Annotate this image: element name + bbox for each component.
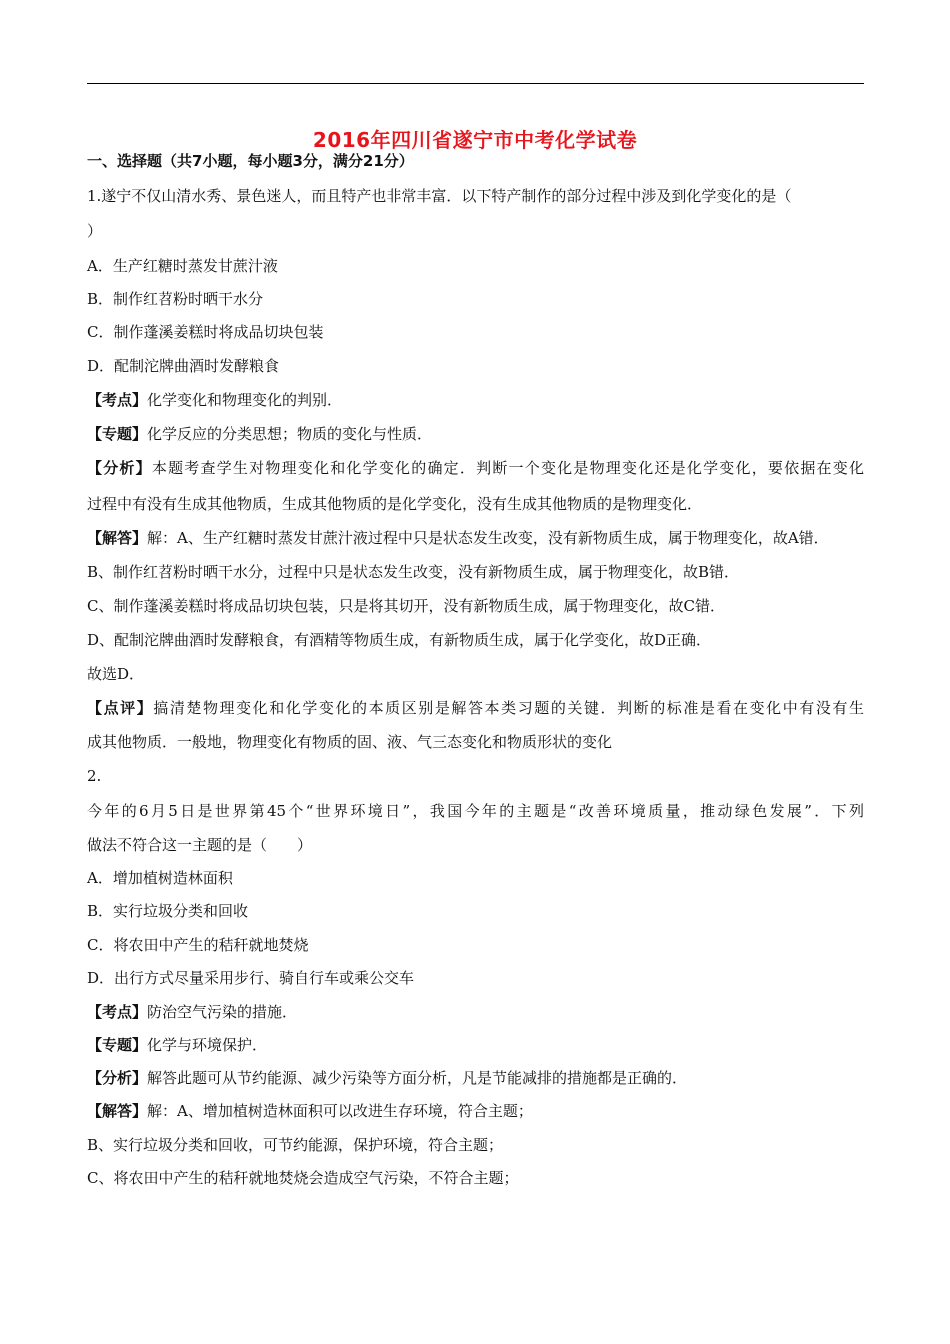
q2-jieda-line2: B、实行垃圾分类和回收，可节约能源，保护环境，符合主题； xyxy=(87,1136,504,1154)
q1-option-b: B．制作红苕粉时晒干水分 xyxy=(87,290,264,308)
q2-option-a: A．增加植树造林面积 xyxy=(87,869,233,887)
q1-jieda-line4: D、配制沱牌曲酒时发酵粮食，有酒精等物质生成，有新物质生成，属于化学变化，故D正确． xyxy=(87,631,712,649)
q1-jieda-line3: C、制作蓬溪姜糕时将成品切块包装，只是将其切开，没有新物质生成，属于物理变化，故C错． xyxy=(87,597,725,615)
q1-jieda-line5: 故选D． xyxy=(87,665,145,683)
q2-zhuanti xyxy=(87,1034,267,1055)
q2-option-d: D．出行方式尽量采用步行、骑自行车或乘公交车 xyxy=(87,969,415,987)
q1-stem-line1: 1.遂宁不仅山清水秀、景色迷人，而且特产也非常丰富．以下特产制作的部分过程中涉及到化学变化的是（ xyxy=(87,187,792,205)
q1-option-c: C．制作蓬溪姜糕时将成品切块包装 xyxy=(87,323,324,341)
jieda-tag: 【解答】 xyxy=(87,529,148,547)
fenxi-tag: 【分析】 xyxy=(87,459,152,477)
q1-stem-line2: ） xyxy=(87,222,103,240)
kaodian-text: 化学变化和物理变化的判别． xyxy=(147,391,343,409)
q1-zhuanti xyxy=(87,423,432,444)
jieda-text: 解：A、生产红糖时蒸发甘蔗汁液过程中只是状态发生改变，没有新物质生成，属于物理变化，故A错． xyxy=(147,529,829,547)
q2-number: 2. xyxy=(87,767,102,785)
fenxi-tag: 【分析】 xyxy=(87,1069,148,1087)
zhuanti-text: 化学反应的分类思想；物质的变化与性质． xyxy=(147,425,433,443)
dianping-tag: 【点评】 xyxy=(87,699,154,717)
fenxi-text: 解答此题可从节约能源、减少污染等方面分析，凡是节能减排的措施都是正确的． xyxy=(147,1069,688,1087)
q2-kaodian xyxy=(87,1001,297,1022)
kaodian-text: 防治空气污染的措施． xyxy=(147,1003,298,1021)
kaodian-tag: 【考点】 xyxy=(87,391,148,409)
q2-jieda-line1 xyxy=(87,1100,533,1121)
q1-dianping-line2: 成其他物质．一般地，物理变化有物质的固、液、气三态变化和物质形状的变化 xyxy=(87,733,613,751)
q1-option-a: A．生产红糖时蒸发甘蔗汁液 xyxy=(87,257,278,275)
zhuanti-tag: 【专题】 xyxy=(87,1036,148,1054)
q2-option-b: B．实行垃圾分类和回收 xyxy=(87,902,249,920)
q2-option-c: C．将农田中产生的秸秆就地焚烧 xyxy=(87,936,309,954)
q2-stem-line1: 今年的6月5日是世界第45个“世界环境日”，我国今年的主题是“改善环境质量，推动绿色发展”．下列 xyxy=(87,802,864,820)
q1-jieda-line2: B、制作红苕粉时晒干水分，过程中只是状态发生改变，没有新物质生成，属于物理变化，故B错． xyxy=(87,563,740,581)
q1-kaodian xyxy=(87,389,342,410)
q2-jieda-line3: C、将农田中产生的秸秆就地焚烧会造成空气污染，不符合主题； xyxy=(87,1169,519,1187)
section-heading: 一、选择题（共7小题，每小题3分，满分21分） xyxy=(87,152,414,170)
q1-option-d: D．配制沱牌曲酒时发酵粮食 xyxy=(87,357,280,375)
zhuanti-tag: 【专题】 xyxy=(87,425,148,443)
q1-dianping-line1 xyxy=(87,697,864,718)
page-title: 2016年四川省遂宁市中考化学试卷 xyxy=(312,128,638,152)
q1-jieda-line1 xyxy=(87,527,829,548)
q2-stem-line2: 做法不符合这一主题的是（ ） xyxy=(87,836,313,854)
q1-fenxi-line2: 过程中有没有生成其他物质，生成其他物质的是化学变化，没有生成其他物质的是物理变化． xyxy=(87,495,703,513)
fenxi-text: 本题考查学生对物理变化和化学变化的确定．判断一个变化是物理变化还是化学变化，要依据在变化 xyxy=(151,459,864,477)
q2-fenxi xyxy=(87,1067,687,1088)
dianping-text: 搞清楚物理变化和化学变化的本质区别是解答本类习题的关键．判断的标准是看在变化中有没有生 xyxy=(153,699,864,717)
kaodian-tag: 【考点】 xyxy=(87,1003,148,1021)
q1-fenxi-line1 xyxy=(87,457,864,478)
jieda-tag: 【解答】 xyxy=(87,1102,148,1120)
top-rule xyxy=(87,83,864,84)
zhuanti-text: 化学与环境保护． xyxy=(147,1036,268,1054)
jieda-text: 解：A、增加植树造林面积可以改进生存环境，符合主题； xyxy=(147,1102,533,1120)
